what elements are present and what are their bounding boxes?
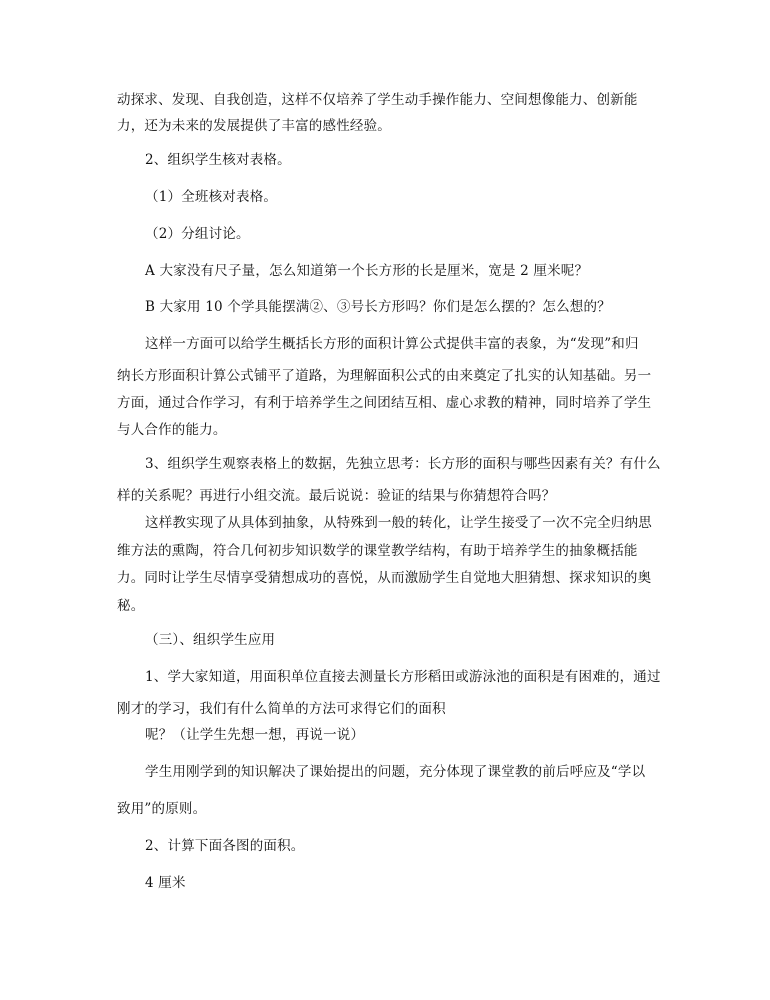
text-line: 纳长方形面积计算公式铺平了道路，为理解面积公式的由来奠定了扎实的认知基础。另一 <box>117 368 652 384</box>
text-line: 1、学大家知道，用面积单位直接去测量长方形稻田或游泳池的面积是有困难的，通过 <box>145 669 661 685</box>
text-line: 力，还为未来的发展提供了丰富的感性经验。 <box>117 118 391 134</box>
text-line: 力。同时让学生尽情享受猜想成功的喜悦，从而激励学生自觉地大胆猜想、探求知识的奥 <box>117 570 652 586</box>
text-line: 动探求、发现、自我创造，这样不仅培养了学生动手操作能力、空间想像能力、创新能 <box>117 92 638 108</box>
text-line: 学生用刚学到的知识解决了课始提出的问题，充分体现了课堂教的前后呼应及“学以 <box>145 764 646 780</box>
text-line: 维方法的熏陶，符合几何初步知识数学的课堂教学结构，有助于培养学生的抽象概括能 <box>117 543 638 559</box>
section-heading: （三）、组织学生应用 <box>145 632 276 648</box>
text-line: 这样教实现了从具体到抽象，从特殊到一般的转化，让学生接受了一次不完全归纳思 <box>145 515 652 531</box>
figure-label: 4 厘米 <box>145 875 186 891</box>
text-line: 与人合作的能力。 <box>117 422 227 438</box>
text-line: B 大家用 10 个学具能摆满②、③号长方形吗？你们是怎么摆的？怎么想的？ <box>145 299 611 315</box>
text-line: （1）全班核对表格。 <box>145 189 278 205</box>
text-line: 方面，通过合作学习，有利于培养学生之间团结互相、虚心求教的精神，同时培养了学生 <box>117 395 652 411</box>
text-line: 呢？（让学生先想一想，再说一说） <box>145 727 365 743</box>
text-line: （2）分组讨论。 <box>145 226 250 242</box>
text-line: 致用”的原则。 <box>117 801 207 817</box>
text-line: A 大家没有尺子量，怎么知道第一个长方形的长是厘米，宽是 2 厘米呢？ <box>145 263 589 279</box>
text-line: 3、组织学生观察表格上的数据，先独立思考：长方形的面积与哪些因素有关？有什么 <box>145 456 661 472</box>
text-line: 这样一方面可以给学生概括长方形的面积计算公式提供丰富的表象，为“发现”和归 <box>145 336 639 352</box>
text-line: 秘。 <box>117 598 145 614</box>
text-line: 2、组织学生核对表格。 <box>145 152 291 168</box>
text-line: 样的关系呢？再进行小组交流。最后说说：验证的结果与你猜想符合吗？ <box>117 488 556 504</box>
text-line: 刚才的学习，我们有什么简单的方法可求得它们的面积 <box>117 701 446 717</box>
text-line: 2、计算下面各图的面积。 <box>145 838 305 854</box>
